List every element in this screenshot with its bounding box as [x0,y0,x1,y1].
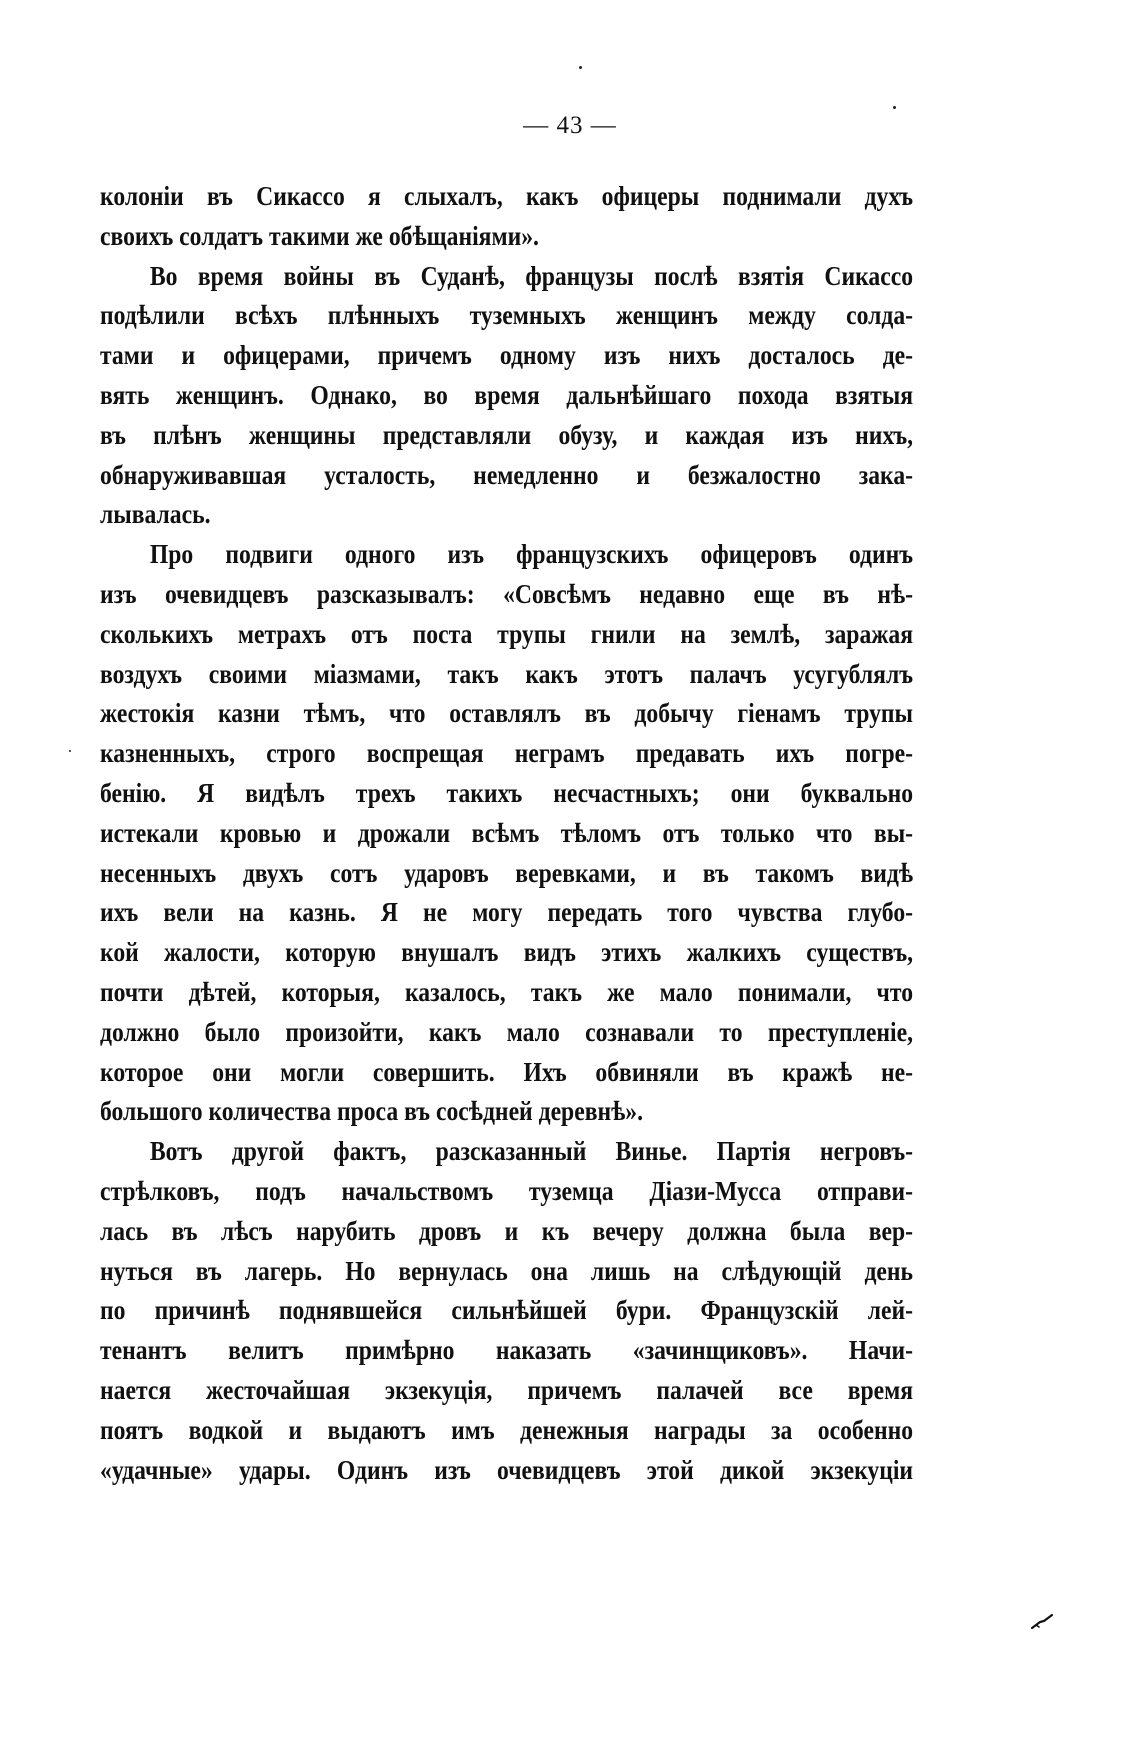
text-line: поятъ водкой и выдаютъ имъ денежныя награды за особенно [100,1413,914,1445]
text-line: должно было произойти, какъ мало сознавали то преступленіе, [100,1015,914,1047]
text-line: жестокія казни тѣмъ, что оставлялъ въ добычу гіенамъ трупы [100,697,914,729]
text-line: сколькихъ метрахъ отъ поста трупы гнили на землѣ, заражая [100,617,914,649]
page-number: — 43 — [523,112,617,139]
text-line: бенію. Я видѣлъ трехъ такихъ несчастныхъ; они буквально [100,776,914,808]
text-line: истекали кровью и дрожали всѣмъ тѣломъ отъ только что вы- [100,816,914,848]
text-line: нуться въ лагерь. Но вернулась она лишь на слѣдующій день [100,1254,914,1286]
text-line: въ плѣнъ женщины представляли обузу, и каждая изъ нихъ, [100,418,914,450]
scan-speck [893,106,896,109]
text-line: тенантъ велитъ примѣрно наказать «зачинщиковъ». Начи- [100,1334,914,1366]
text-line: колоніи въ Сикассо я слыхалъ, какъ офицеры поднимали духъ [100,180,914,211]
text-line: нается жесточайшая экзекуція, причемъ палачей все время [100,1373,914,1405]
text-line: Во время войны въ Суданѣ, французы послѣ взятія Сикассо [149,259,914,291]
text-line: Вотъ другой фактъ, разсказанный Винье. Партія негровъ- [149,1135,914,1167]
scan-speck [579,66,582,69]
text-line: Про подвиги одного изъ французскихъ офицеровъ одинъ [149,538,914,570]
text-line: подѣлили всѣхъ плѣнныхъ туземныхъ женщинъ между солда- [100,299,914,331]
pen-mark-icon [1030,1612,1056,1630]
body-text [100,176,915,1489]
scan-speck [69,750,71,752]
text-line: ихъ вели на казнь. Я не могу передать того чувства глубо- [100,896,914,928]
text-line: воздухъ своими міазмами, такъ какъ этотъ палачъ усугублялъ [100,657,914,689]
text-line: лась въ лѣсъ нарубить дровъ и къ вечеру должна была вер- [100,1214,914,1246]
text-line: казненныхъ, строго воспрещая неграмъ предавать ихъ погре- [100,737,914,769]
text-line: лывалась. [100,498,211,530]
text-line: которое они могли совершить. Ихъ обвиняли въ кражѣ не- [100,1055,914,1087]
text-line: вять женщинъ. Однако, во время дальнѣйшаго похода взятыя [100,378,914,410]
text-line: по причинѣ поднявшейся сильнѣйшей бури. Французскій лей- [100,1294,914,1326]
text-line: большого количества проса въ сосѣдней деревнѣ». [100,1095,644,1127]
text-line: кой жалости, которую внушалъ видъ этихъ жалкихъ существъ, [100,936,914,968]
text-line: почти дѣтей, которыя, казалось, такъ же мало понимали, что [100,975,914,1007]
text-line: стрѣлковъ, подъ начальствомъ туземца Діази-Мусса отправи- [100,1174,914,1206]
text-line: несенныхъ двухъ сотъ ударовъ веревками, и въ такомъ видѣ [100,856,914,888]
text-line: тами и офицерами, причемъ одному изъ нихъ досталось де- [100,339,914,371]
text-line: обнаруживавшая усталость, немедленно и безжалостно зака- [100,458,914,490]
text-line: своихъ солдатъ такими же обѣщаніями». [100,219,539,251]
text-line: изъ очевидцевъ разсказывалъ: «Совсѣмъ недавно еще въ нѣ- [100,577,914,609]
text-line: «удачные» удары. Одинъ изъ очевидцевъ этой дикой экзекуціи [100,1453,914,1485]
